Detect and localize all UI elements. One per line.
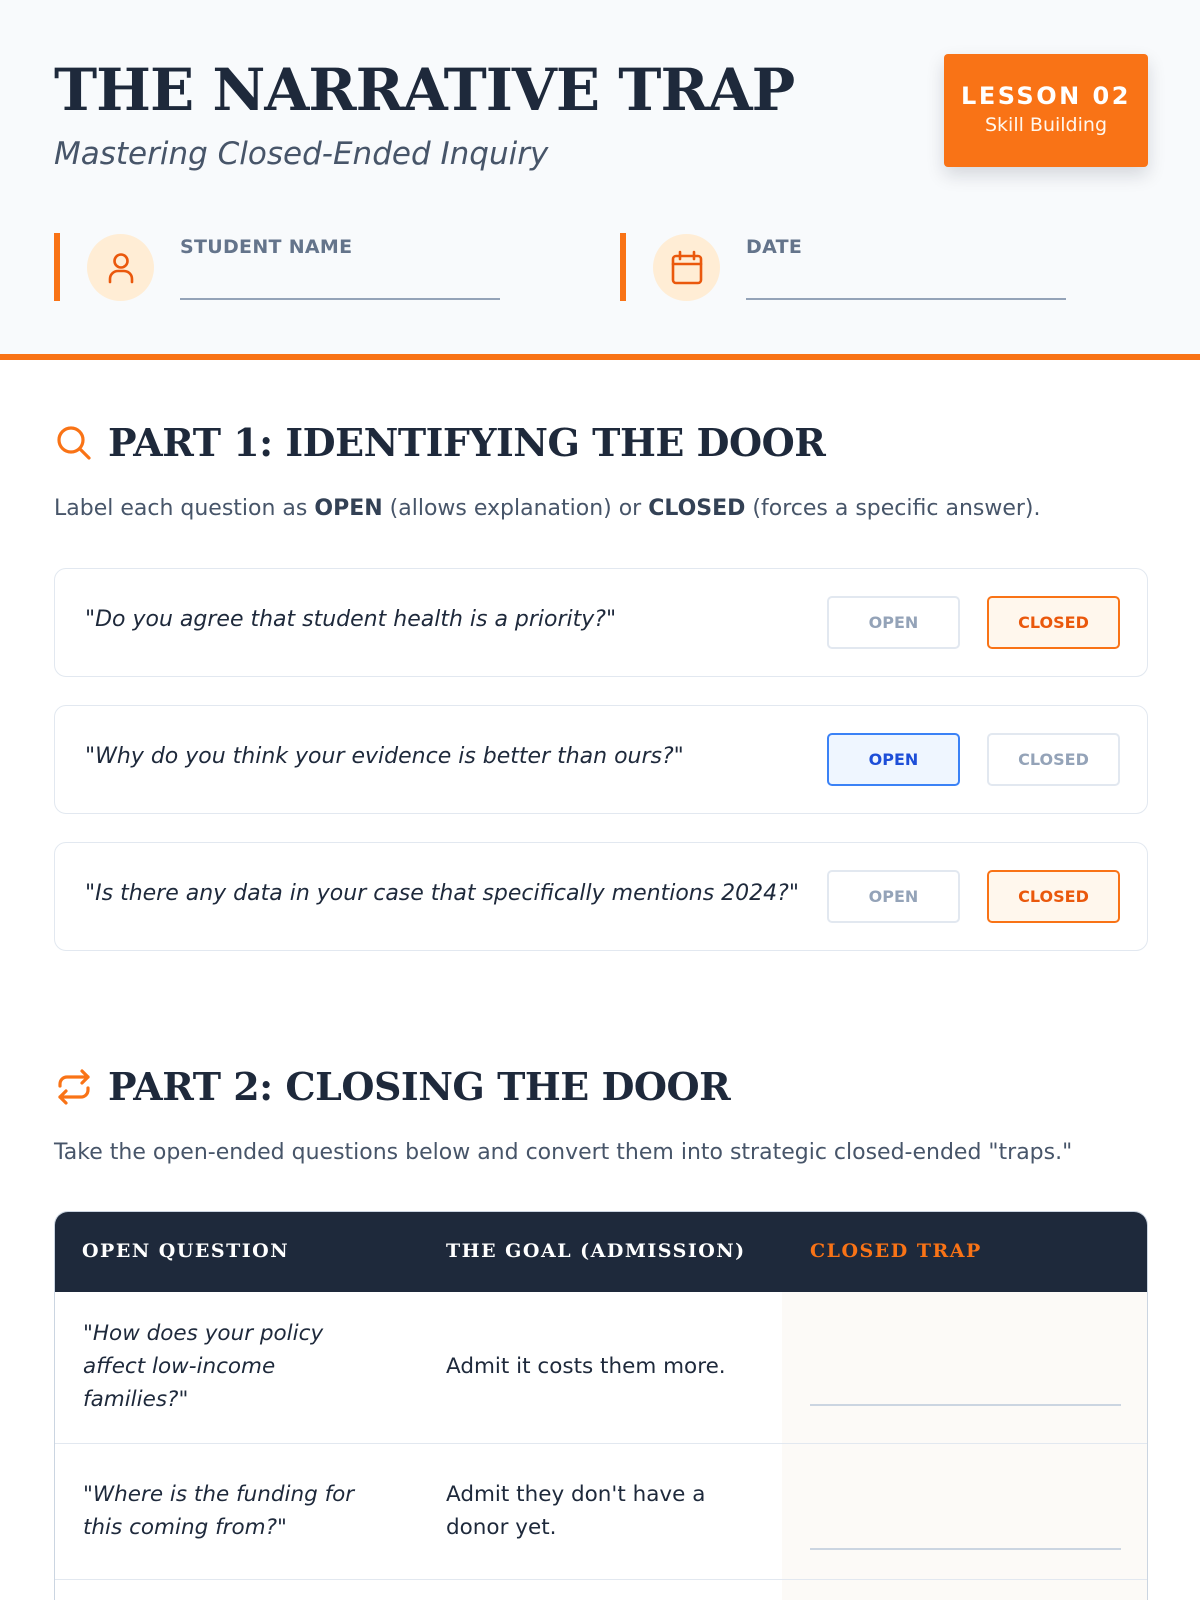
page-subtitle: Mastering Closed-Ended Inquiry <box>54 136 549 172</box>
goal-cell: Admit they don't have a donor yet. <box>446 1482 706 1540</box>
closed-trap-answer-line[interactable] <box>810 1548 1121 1550</box>
table-header <box>55 1212 1147 1292</box>
open-button[interactable]: OPEN <box>827 733 960 786</box>
instruction-text: Label each question as <box>54 496 315 521</box>
user-icon <box>87 234 154 301</box>
question-text: "Is there any data in your case that specifically mentions 2024?" <box>85 881 799 906</box>
column-header-closed-trap: CLOSED TRAP <box>810 1240 982 1262</box>
repeat-icon <box>54 1067 94 1107</box>
part2-instruction: Take the open-ended questions below and convert them into strategic closed-ended "traps." <box>54 1140 1073 1165</box>
lesson-tag: Skill Building <box>984 114 1107 136</box>
field-accent-bar <box>620 233 626 301</box>
part2-title: PART 2: CLOSING THE DOOR <box>108 1064 731 1109</box>
instruction-open-term: OPEN <box>314 496 383 521</box>
closed-trap-answer-line[interactable] <box>810 1404 1121 1406</box>
closed-button[interactable]: CLOSED <box>987 733 1120 786</box>
part1-instruction <box>54 496 1041 521</box>
question-text: "Why do you think your evidence is better than ours?" <box>85 744 684 769</box>
date-input-line[interactable] <box>746 298 1066 300</box>
column-header-goal: THE GOAL (ADMISSION) <box>446 1240 746 1262</box>
part1-title: PART 1: IDENTIFYING THE DOOR <box>108 420 826 465</box>
instruction-closed-term: CLOSED <box>648 496 746 521</box>
instruction-text: (forces a specific answer). <box>745 496 1041 521</box>
open-question-cell: "Where is the funding for this coming from?" <box>83 1482 355 1540</box>
student-name-field[interactable] <box>54 233 504 301</box>
instruction-text: (allows explanation) or <box>382 496 649 521</box>
search-icon <box>54 423 94 463</box>
part2-heading <box>54 1064 730 1109</box>
question-card <box>54 842 1148 951</box>
closed-button[interactable]: CLOSED <box>987 596 1120 649</box>
date-label: DATE <box>746 236 803 258</box>
question-text: "Do you agree that student health is a priority?" <box>85 607 617 632</box>
student-name-label: STUDENT NAME <box>180 236 353 258</box>
trap-table <box>54 1211 1148 1600</box>
calendar-icon <box>653 234 720 301</box>
part1-heading <box>54 420 825 465</box>
column-header-open-question: OPEN QUESTION <box>82 1240 290 1262</box>
table-row <box>55 1444 1147 1580</box>
field-accent-bar <box>54 233 60 301</box>
lesson-number: LESSON 02 <box>961 82 1131 110</box>
date-field[interactable] <box>620 233 1070 301</box>
question-card <box>54 705 1148 814</box>
table-row <box>55 1292 1147 1444</box>
question-card <box>54 568 1148 677</box>
closed-button[interactable]: CLOSED <box>987 870 1120 923</box>
page-title: THE NARRATIVE TRAP <box>54 56 795 124</box>
open-question-cell: "How does your policy affect low-income families?" <box>83 1321 324 1412</box>
open-button[interactable]: OPEN <box>827 870 960 923</box>
student-name-input-line[interactable] <box>180 298 500 300</box>
goal-cell: Admit it costs them more. <box>446 1354 726 1379</box>
open-button[interactable]: OPEN <box>827 596 960 649</box>
lesson-badge <box>944 54 1148 167</box>
worksheet-header <box>0 0 1200 360</box>
